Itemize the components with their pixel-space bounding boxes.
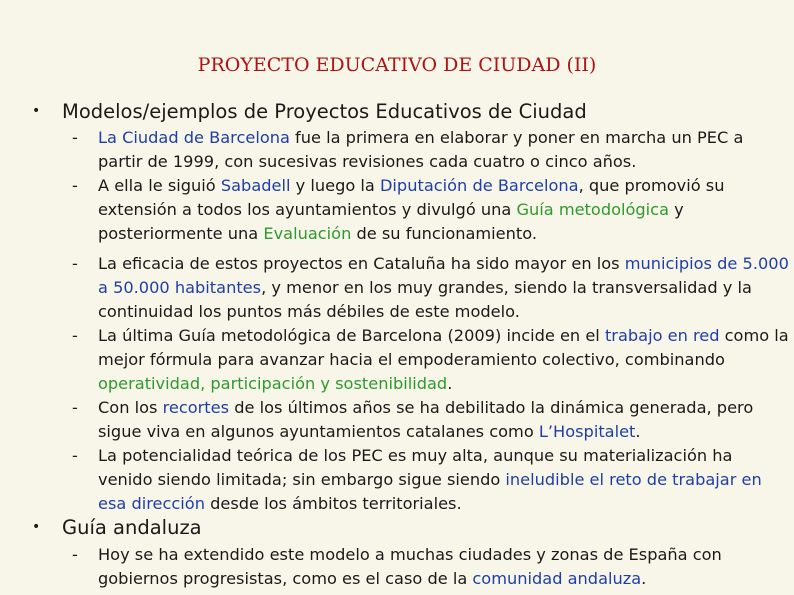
bullet-heading: Guía andaluza (62, 516, 202, 539)
text-segment: de su funcionamiento. (351, 224, 538, 243)
text-segment: La última Guía metodológica de Barcelona (2009) incide en el (98, 326, 605, 345)
dash-marker: - (72, 545, 78, 564)
sub-item-text (98, 396, 790, 444)
sub-item (72, 126, 790, 174)
sub-item (72, 174, 790, 246)
dash-marker: - (72, 254, 78, 273)
text-segment: , y menor en los muy grandes, siendo la transversalidad y la continuidad los puntos más débiles de este modelo. (98, 278, 752, 321)
sub-item-text (98, 543, 790, 591)
bullet-modelos (32, 100, 587, 123)
dash-marker: - (72, 326, 78, 345)
sub-item-text (98, 174, 790, 246)
highlighted-text: Diputación de Barcelona (379, 176, 579, 195)
text-segment: Con los (98, 398, 163, 417)
slide-title: PROYECTO EDUCATIVO DE CIUDAD (II) (197, 54, 597, 76)
text-segment: y luego la (290, 176, 380, 195)
highlighted-text: Guía metodológica (516, 200, 669, 219)
dash-marker: - (72, 446, 78, 465)
sub-item (72, 252, 790, 324)
text-segment: . (641, 569, 647, 588)
text-segment: . (635, 422, 641, 441)
sub-item (72, 543, 790, 591)
bullet-heading: Modelos/ejemplos de Proyectos Educativos de Ciudad (62, 100, 587, 123)
bullet-marker: • (32, 103, 41, 119)
dash-marker: - (72, 398, 78, 417)
sub-item-text (98, 444, 790, 516)
highlighted-text: Evaluación (263, 224, 352, 243)
text-segment: y posteriormente una (98, 200, 684, 243)
sub-item-text (98, 252, 790, 324)
sub-item-text (98, 324, 790, 396)
text-segment: A ella le siguió (98, 176, 221, 195)
sub-item (72, 396, 790, 444)
highlighted-text: La Ciudad de Barcelona (98, 128, 290, 147)
highlighted-text: municipios de 5.000 a 50.000 habitantes (98, 254, 789, 297)
bullet-marker: • (32, 519, 41, 535)
highlighted-text: comunidad andaluza (472, 569, 642, 588)
highlighted-text: operatividad, participación y sostenibilidad (98, 374, 448, 393)
bullet-guia-andaluza (32, 516, 202, 539)
text-segment: Hoy se ha extendido este modelo a muchas ciudades y zonas de España con gobiernos progresistas, como es el caso de la (98, 545, 722, 588)
highlighted-text: ineludible el reto de trabajar en esa dirección (98, 470, 762, 513)
highlighted-text: L’Hospitalet (538, 422, 636, 441)
text-segment: La eficacia de estos proyectos en Cataluña ha sido mayor en los (98, 254, 625, 273)
dash-marker: - (72, 128, 78, 147)
text-segment: desde los ámbitos territoriales. (204, 494, 462, 513)
highlighted-text: Sabadell (220, 176, 291, 195)
text-segment: como la mejor fórmula para avanzar hacia el empoderamiento colectivo, combinando (98, 326, 789, 369)
sub-item (72, 444, 790, 516)
highlighted-text: trabajo en red (604, 326, 720, 345)
text-segment: de los últimos años se ha debilitado la dinámica generada, pero sigue viva en algunos ayuntamientos catalanes como (98, 398, 754, 441)
text-segment: fue la primera en elaborar y poner en marcha un PEC a partir de 1999, con sucesivas revisiones cada cuatro o cinco años. (98, 128, 744, 171)
text-segment: . (447, 374, 453, 393)
dash-marker: - (72, 176, 78, 195)
text-segment: La potencialidad teórica de los PEC es muy alta, aunque su materialización ha venido siendo limitada; sin embargo sigue siendo (98, 446, 733, 489)
sub-item (72, 324, 790, 396)
sub-item-text (98, 126, 790, 174)
highlighted-text: recortes (162, 398, 230, 417)
text-segment: , que promovió su extensión a todos los ayuntamientos y divulgó una (98, 176, 725, 219)
